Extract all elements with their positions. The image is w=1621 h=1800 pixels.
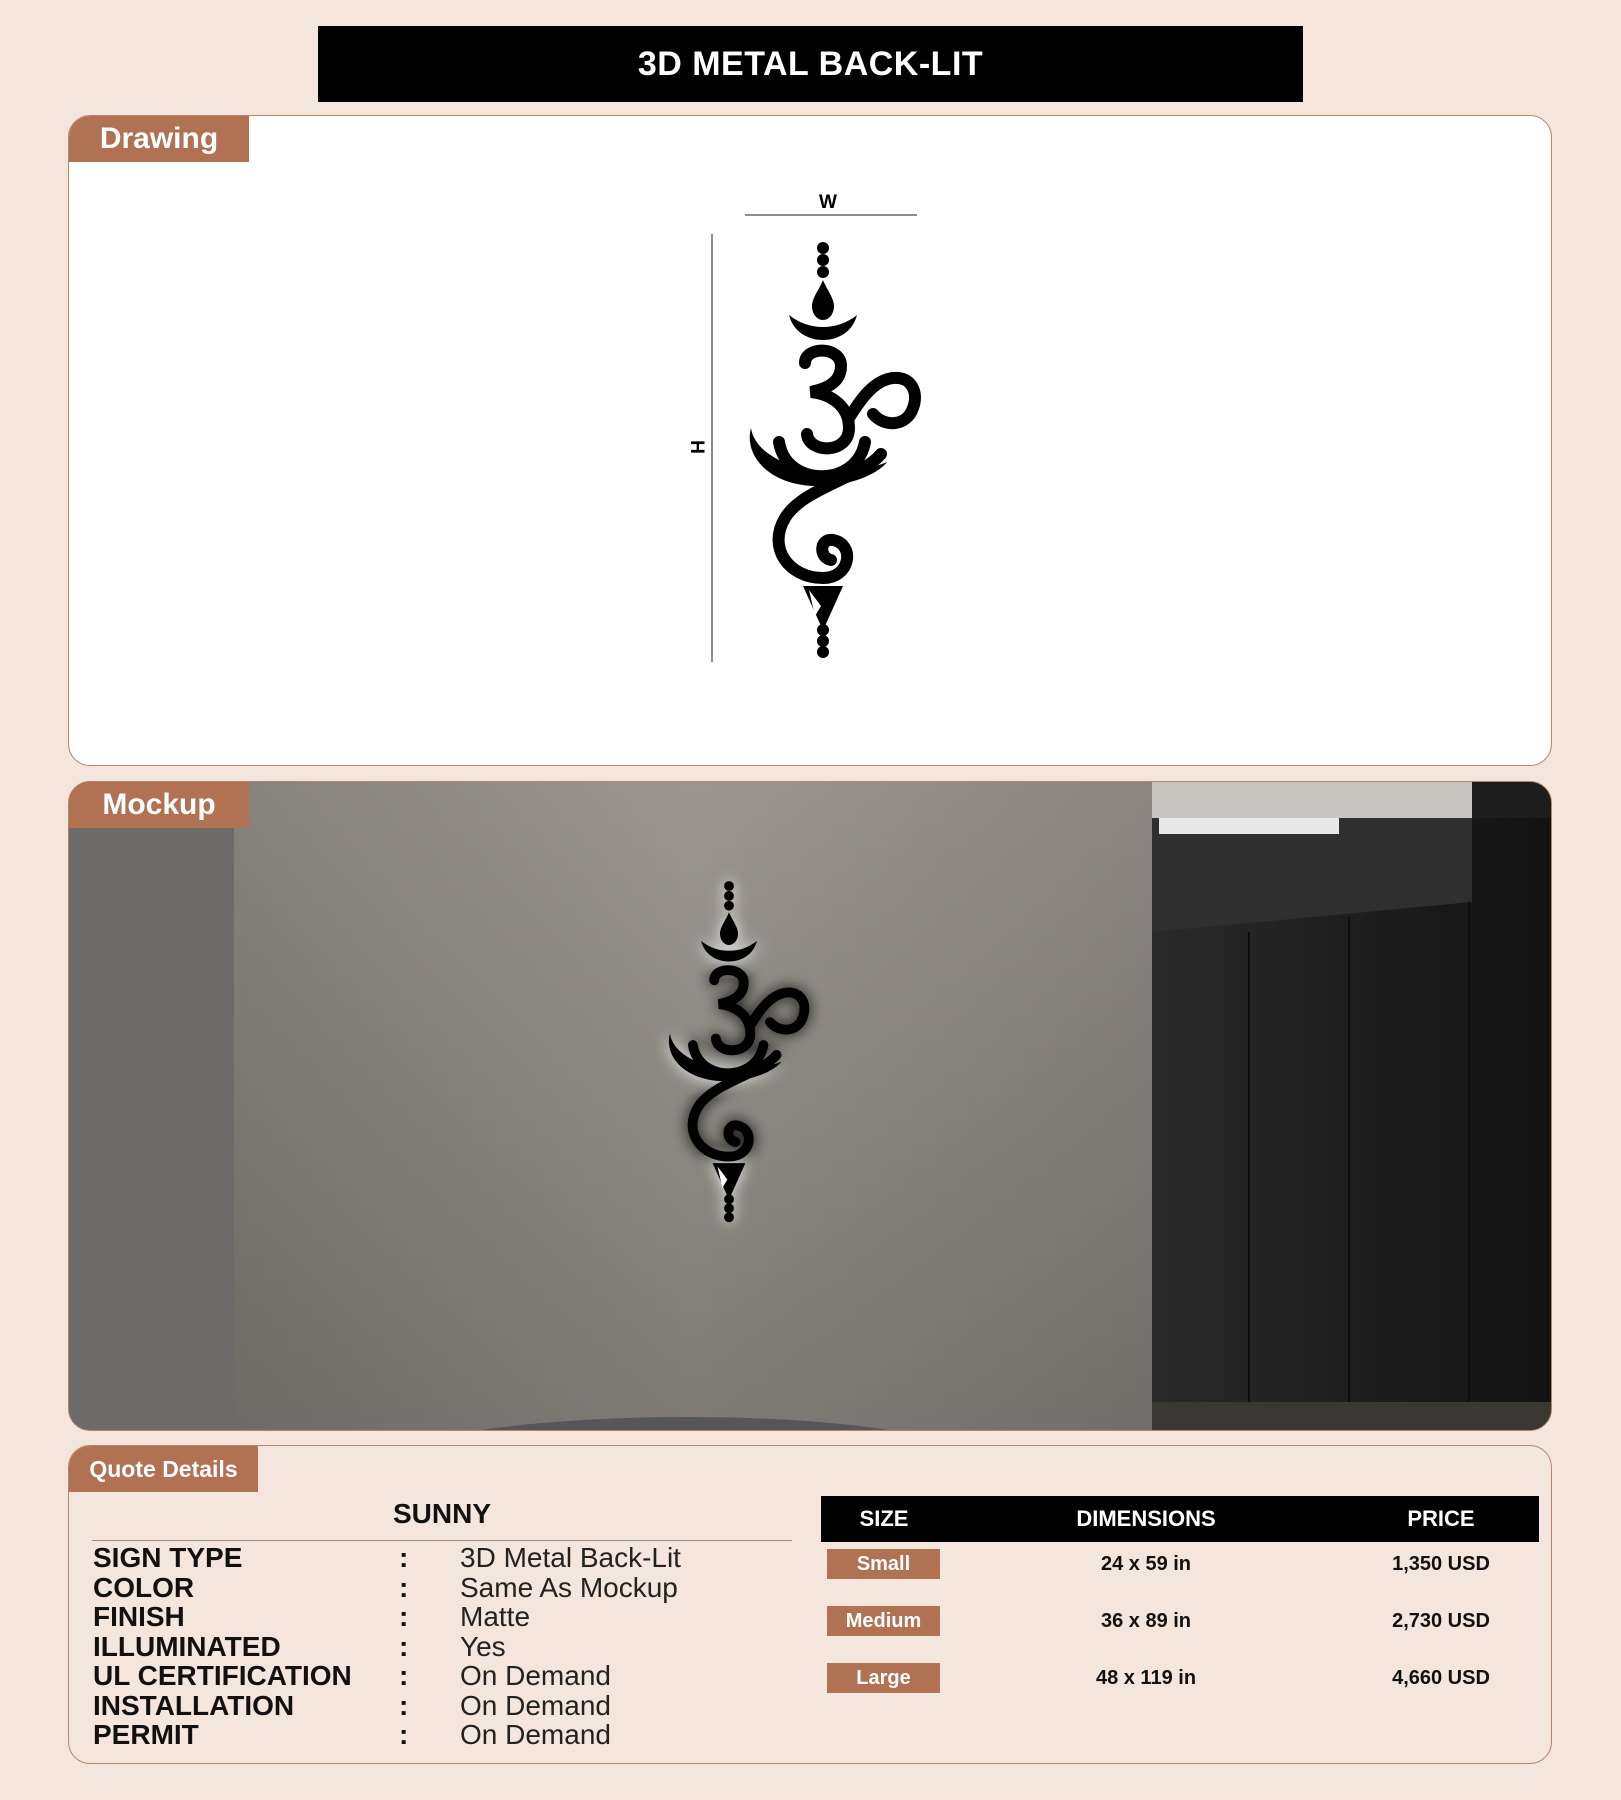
spec-value: Matte [460, 1601, 531, 1632]
mockup-tab-label: Mockup [69, 782, 249, 828]
price-column-header: PRICE [1407, 1506, 1475, 1531]
spec-key: PERMIT [93, 1719, 199, 1750]
size-option-medium[interactable]: Medium [827, 1606, 940, 1636]
size-column-header: SIZE [859, 1506, 909, 1531]
price-cell: 4,660 USD [1392, 1667, 1490, 1689]
table-row [821, 1656, 1539, 1713]
price-table-header [821, 1496, 1539, 1542]
price-cell: 2,730 USD [1392, 1610, 1490, 1632]
spec-list [93, 1543, 793, 1750]
om-symbol-icon [750, 242, 915, 658]
mockup-photo [69, 782, 1552, 1431]
spec-colon: : [399, 1542, 409, 1573]
price-table [821, 1496, 1539, 1713]
spec-value: Same As Mockup [460, 1571, 678, 1603]
spec-row [93, 1691, 793, 1721]
spec-value: On Demand [460, 1660, 611, 1691]
spec-key: UL CERTIFICATION [93, 1660, 352, 1691]
dimensions-cell: 36 x 89 in [1100, 1610, 1192, 1632]
height-label: H [685, 440, 707, 454]
spec-row [93, 1573, 793, 1603]
drawing-tab-label: Drawing [69, 116, 249, 162]
spec-key: INSTALLATION [93, 1689, 295, 1721]
quote-tab-label: Quote Details [69, 1446, 258, 1492]
spec-colon: : [399, 1689, 409, 1721]
spec-row [93, 1632, 793, 1662]
spec-row [93, 1661, 793, 1691]
spec-key: ILLUMINATED [93, 1630, 281, 1662]
dimensions-cell: 48 x 119 in [1095, 1667, 1197, 1689]
spec-row [93, 1543, 793, 1573]
table-row [821, 1599, 1539, 1656]
size-option-small[interactable]: Small [827, 1549, 940, 1579]
page-title: 3D METAL BACK-LIT [318, 26, 1303, 102]
spec-colon: : [399, 1571, 409, 1603]
spec-row [93, 1720, 793, 1750]
dimensions-cell: 24 x 59 in [1100, 1553, 1192, 1575]
spec-key: COLOR [93, 1571, 195, 1603]
spec-colon: : [399, 1630, 409, 1662]
drawing-panel [68, 115, 1552, 766]
spec-colon: : [399, 1719, 409, 1750]
dimensions-column-header: DIMENSIONS [1076, 1506, 1216, 1531]
spec-colon: : [399, 1660, 409, 1691]
spec-key: SIGN TYPE [93, 1542, 243, 1573]
quote-panel [68, 1445, 1552, 1764]
spec-row [93, 1602, 793, 1632]
divider [92, 1540, 792, 1541]
spec-value: On Demand [460, 1719, 611, 1750]
price-cell: 1,350 USD [1392, 1553, 1490, 1575]
mockup-panel [68, 781, 1552, 1431]
spec-value: Yes [460, 1630, 506, 1662]
spec-key: FINISH [93, 1601, 185, 1632]
table-row [821, 1542, 1539, 1599]
spec-value: 3D Metal Back-Lit [460, 1542, 681, 1573]
customer-name: SUNNY [392, 1498, 491, 1529]
size-option-large[interactable]: Large [827, 1663, 940, 1693]
spec-colon: : [399, 1601, 409, 1632]
drawing-canvas [69, 116, 1552, 766]
width-label: W [819, 192, 837, 213]
spec-value: On Demand [460, 1689, 611, 1721]
